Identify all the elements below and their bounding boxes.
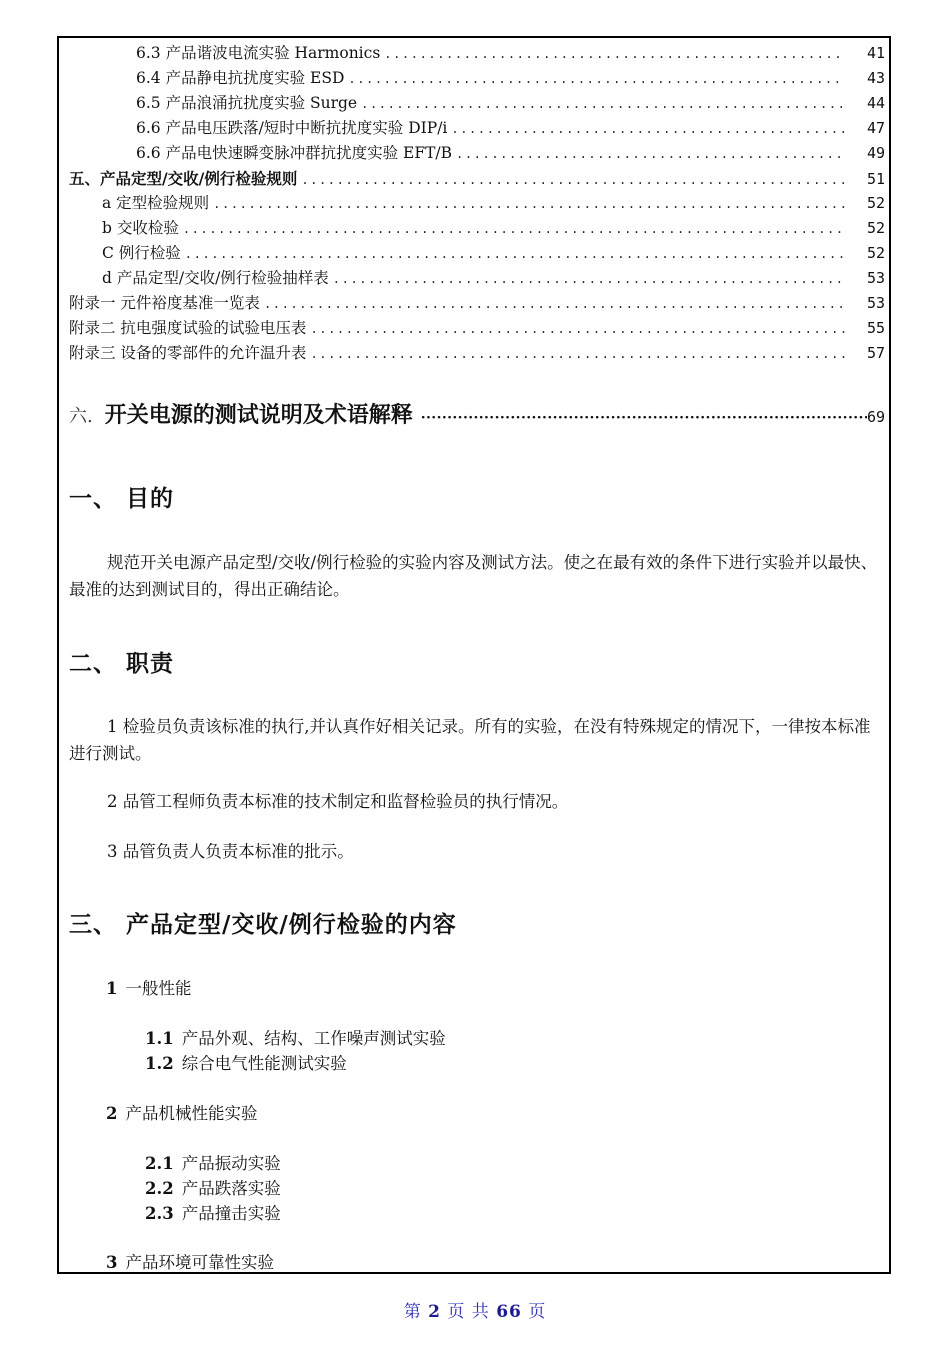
- section-heading-duties: 二、 职责: [69, 650, 175, 677]
- toc-major-number: 六.: [69, 406, 93, 427]
- toc-major-title: 开关电源的测试说明及术语解释: [105, 398, 421, 429]
- toc-page-number: 52: [866, 244, 885, 262]
- list-item: 3 产品环境可靠性实验: [106, 1253, 274, 1272]
- toc-entry[interactable]: C 例行检验 ..... 52: [59, 241, 885, 266]
- list-item: 1.2 综合电气性能测试实验: [145, 1054, 347, 1073]
- toc-page-number: 47: [866, 119, 885, 137]
- toc-page-number: 55: [866, 319, 885, 337]
- toc-page-number: 52: [866, 219, 885, 237]
- list-item: 2.2 产品跌落实验: [145, 1179, 281, 1198]
- duty-paragraph-1: 1 检验员负责该标准的执行,并认真作好相关记录。所有的实验，在没有特殊规定的情况下，一律按本标准进行测试。: [69, 717, 871, 763]
- total-page-count: 66: [496, 1302, 522, 1322]
- toc-entry[interactable]: 6.5 产品浪涌抗扰度实验 Surge ..... 44: [59, 91, 885, 116]
- toc-page-number: 44: [866, 94, 885, 112]
- toc-page-number: 53: [866, 269, 885, 287]
- page-footer: 第 2 页 共 66 页: [403, 1302, 547, 1322]
- toc-entry-major[interactable]: [69, 398, 885, 428]
- duty-paragraph-3: 3 品管负责人负责本标准的批示。: [107, 842, 354, 861]
- toc-leader: [213, 192, 845, 217]
- list-item: 2.3 产品撞击实验: [145, 1204, 281, 1223]
- list-item: 2 产品机械性能实验: [106, 1104, 258, 1123]
- toc-leader: [264, 292, 845, 317]
- toc-entry[interactable]: 附录二 抗电强度试验的试验电压表 ..... 55: [59, 316, 885, 341]
- toc-page-number: 51: [866, 170, 885, 188]
- toc-leader: [348, 67, 845, 92]
- toc-entry[interactable]: a 定型检验规则 ..... 52: [59, 191, 885, 216]
- toc-page-number: 69: [866, 408, 885, 426]
- toc-entry[interactable]: 附录三 设备的零部件的允许温升表 ..... 57: [59, 341, 885, 366]
- current-page-number: 2: [428, 1302, 441, 1322]
- toc-entry[interactable]: 6.6 产品电快速瞬变脉冲群抗扰度实验 EFT/B ..... 49: [59, 141, 885, 166]
- list-item: 1 一般性能: [106, 979, 192, 998]
- toc-entry[interactable]: 五、产品定型/交收/例行检验规则 ..... 51: [59, 166, 885, 191]
- toc-leader: [421, 410, 867, 426]
- toc-entry[interactable]: d 产品定型/交收/例行检验抽样表 ..... 53: [59, 266, 885, 291]
- purpose-paragraph: 规范开关电源产品定型/交收/例行检验的实验内容及测试方法。使之在最有效的条件下进行实验并以最快、最准的达到测试目的，得出正确结论。: [69, 553, 878, 599]
- toc-leader: [333, 267, 845, 292]
- toc-leader: [451, 117, 845, 142]
- toc-page-number: 57: [866, 344, 885, 362]
- section-heading-content: 三、 产品定型/交收/例行检验的内容: [69, 911, 457, 938]
- table-of-contents: [59, 41, 885, 366]
- section-heading-purpose: 一、 目的: [69, 485, 175, 512]
- toc-page-number: 41: [866, 44, 885, 62]
- toc-page-number: 52: [866, 194, 885, 212]
- toc-entry[interactable]: 6.6 产品电压跌落/短时中断抗扰度实验 DIP/i ..... 47: [59, 116, 885, 141]
- toc-page-number: 43: [866, 69, 885, 87]
- toc-leader: [456, 142, 845, 167]
- toc-leader: [183, 217, 845, 242]
- toc-leader: [301, 168, 845, 193]
- toc-leader: [384, 42, 845, 67]
- toc-page-number: 53: [866, 294, 885, 312]
- toc-leader: [185, 242, 845, 267]
- toc-entry[interactable]: b 交收检验 ..... 52: [59, 216, 885, 241]
- duty-paragraph-2: 2 品管工程师负责本标准的技术制定和监督检验员的执行情况。: [107, 792, 569, 811]
- toc-entry[interactable]: 6.4 产品静电抗扰度实验 ESD ..... 43: [59, 66, 885, 91]
- toc-page-number: 49: [866, 144, 885, 162]
- toc-entry[interactable]: 附录一 元件裕度基准一览表 ..... 53: [59, 291, 885, 316]
- list-item: 1.1 产品外观、结构、工作噪声测试实验: [145, 1029, 446, 1048]
- list-item: 2.1 产品振动实验: [145, 1154, 281, 1173]
- page-frame: [57, 36, 891, 1274]
- toc-leader: [310, 317, 845, 342]
- toc-leader: [310, 342, 845, 367]
- toc-entry[interactable]: 6.3 产品谐波电流实验 Harmonics ..... 41: [59, 41, 885, 66]
- toc-leader: [361, 92, 845, 117]
